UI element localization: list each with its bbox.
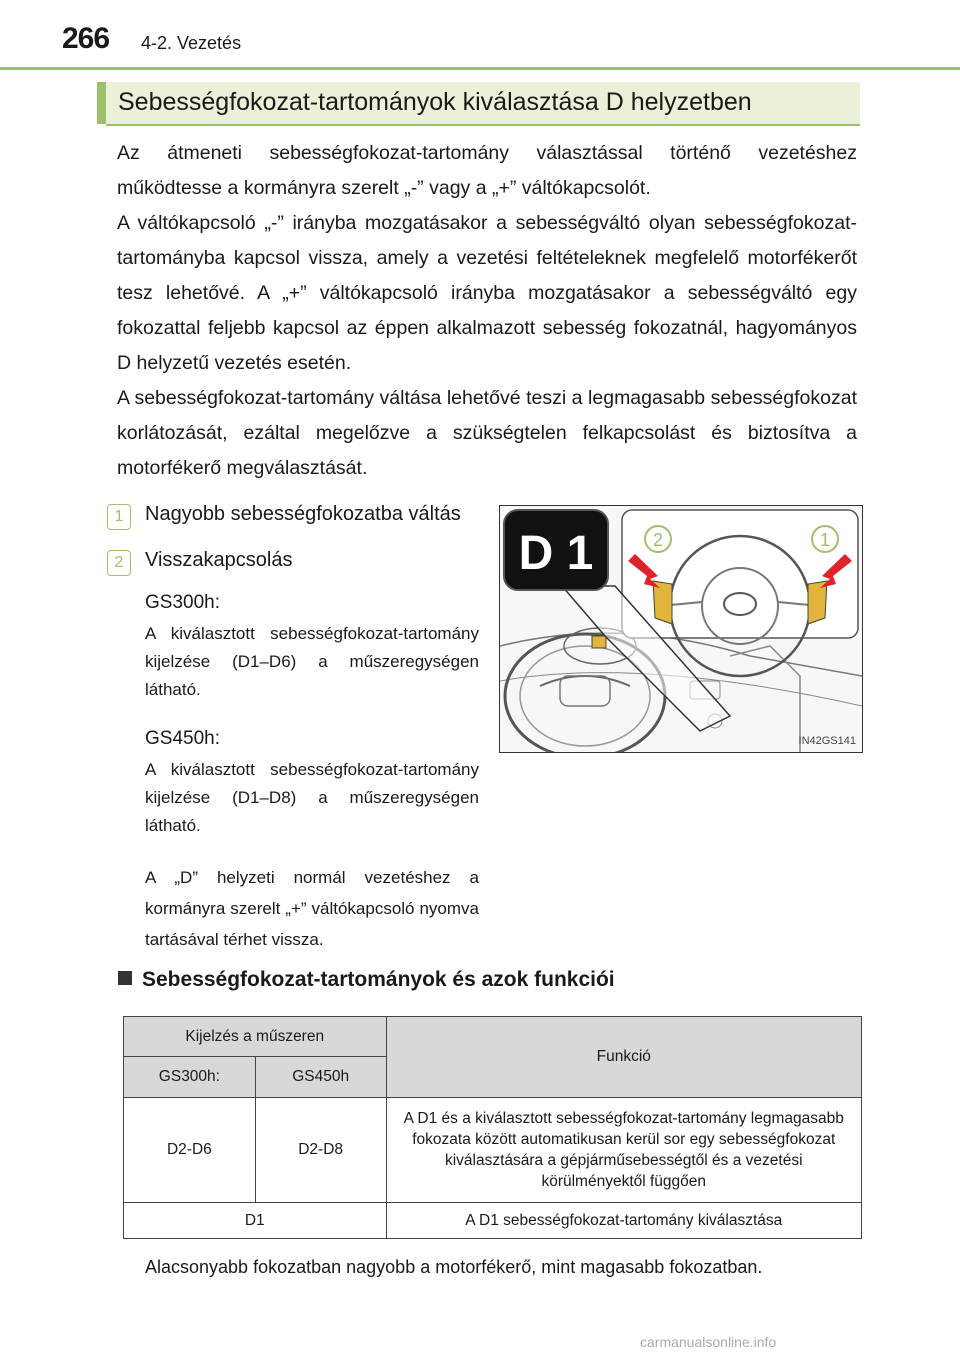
intro-paragraph: Az átmeneti sebességfokozat-tartomány választással történő vezetéshez működtesse a kormányra szerelt „-” vagy a „+” váltókapcsolót. [117,142,857,199]
section-title-underline [106,124,860,126]
table-row [124,1203,862,1239]
intro-paragraph: A sebességfokozat-tartomány váltása lehetővé teszi a legmagasabb sebességfokozat korlátozását, ezáltal megelőzve a szükségtelen felkapcsolást és biztosítva a motorfékerő megválasztását. [117,387,857,479]
model-desc-gs450h: A kiválasztott sebességfokozat-tartomány kijelzése (D1–D8) a műszeregységen látható. [145,760,479,835]
model-label-gs300h: GS300h: [145,592,220,613]
header-divider [0,67,960,70]
item-label-upshift: Nagyobb sebességfokozatba váltás [145,503,461,525]
item-number-badge: 1 [107,504,131,530]
subsection-heading [118,968,615,992]
square-bullet-icon [118,971,132,985]
figure-display-d1: D 1 [518,527,594,580]
table-row [124,1098,862,1203]
function-table [123,1016,862,1239]
intro-text [117,136,857,486]
item-label-downshift: Visszakapcsolás [145,549,293,571]
figure-code: IN42GS141 [798,735,856,747]
model-label-gs450h: GS450h: [145,728,220,749]
figure-callout-1: 1 [819,530,831,550]
subsection-heading-text: Sebességfokozat-tartományok és azok funkciói [142,968,615,991]
table-header-gs300h: GS300h: [124,1057,256,1098]
section-title-accent [97,82,106,124]
section-title: Sebességfokozat-tartományok kiválasztása D helyzetben [118,88,752,116]
footnote: Alacsonyabb fokozatban nagyobb a motorfékerő, mint magasabb fokozatban. [145,1257,763,1277]
table-cell-function: A D1 sebességfokozat-tartomány kiválasztása [386,1203,862,1239]
table-cell-gs300h: D2-D6 [124,1098,256,1203]
intro-paragraph: A váltókapcsoló „-” irányba mozgatásakor a sebességváltó olyan sebességfokozat-tartományba kapcsol vissza, amely a vezetési feltételeknek megfelelő motorfékerőt tesz lehetővé. A „+” váltókapcsoló irányba mozgatásakor a sebességváltó egy fokozattal feljebb kapcsol az éppen alkalmazott sebesség fokozatnál, hagyományos D helyzetű vezetés esetén. [117,212,857,374]
model-desc-gs300h: A kiválasztott sebességfokozat-tartomány kijelzése (D1–D6) a műszeregységen látható. [145,624,479,699]
table-header-display: Kijelzés a műszeren [124,1017,387,1057]
table-header-gs450h: GS450h [255,1057,386,1098]
item-number-badge: 2 [107,550,131,576]
table-cell-display: D1 [124,1203,387,1239]
figure-callout-2: 2 [652,530,664,550]
steering-wheel-illustration [499,505,863,753]
page-number: 266 [62,22,110,55]
table-cell-gs450h: D2-D8 [255,1098,386,1203]
table-header-function: Funkció [386,1017,862,1098]
table-cell-function: A D1 és a kiválasztott sebességfokozat-tartomány legmagasabb fokozata között automatikusan kerül sor egy sebességfokozat kiválasztására a gépjárműsebességtől és a vezetési körülményektől függően [386,1098,862,1203]
watermark: carmanualsonline.info [640,1334,777,1350]
dashboard-drawing [500,506,862,752]
return-to-d-note: A „D” helyzeti normál vezetéshez a kormányra szerelt „+” váltókapcsoló nyomva tartásával térhet vissza. [145,868,479,949]
section-breadcrumb: 4-2. Vezetés [141,33,242,53]
